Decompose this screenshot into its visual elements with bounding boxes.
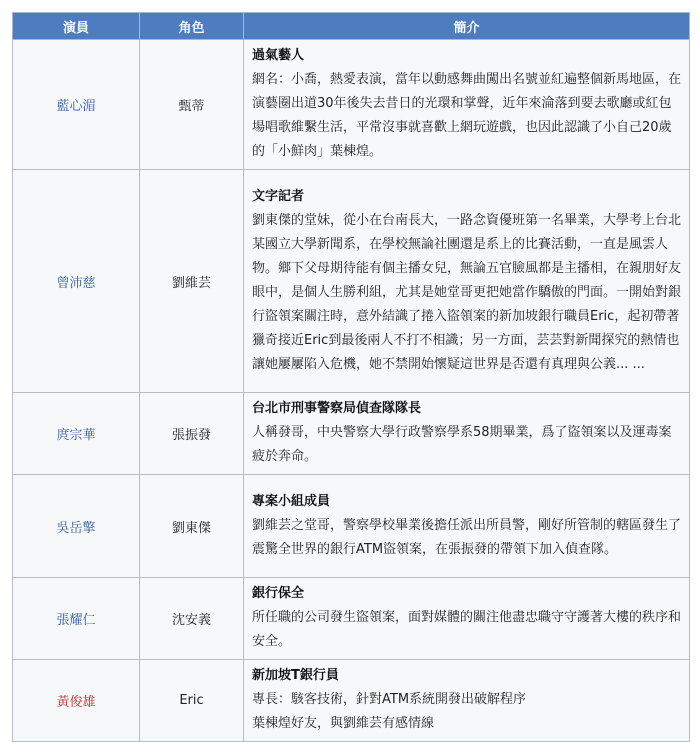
actor-link[interactable]: 黃俊雄 xyxy=(13,660,140,742)
bio-text: 人稱發哥，中央警察大學行政警察學系58期畢業，爲了盜領案以及運毒案疲於奔命。 xyxy=(252,425,672,464)
bio-title: 過氣藝人 xyxy=(252,48,305,63)
bio-cell xyxy=(244,170,690,393)
table-row xyxy=(13,170,690,393)
bio-title: 新加坡T銀行員 xyxy=(252,668,339,683)
bio-text: 網名：小喬，熱愛表演，當年以動感舞曲闖出名號並紅遍整個新馬地區，在演藝圈出道30年後失去昔日的光環和掌聲，近年來淪落到要去歌廳或紅包場唱歌維繫生活，平常沒事就喜歡上網玩遊戲，也因此認識了小自己20歲的「小鮮肉」葉棟煌。 xyxy=(252,72,682,159)
bio-title: 台北市刑事警察局偵查隊隊長 xyxy=(252,401,422,416)
header-role: 角色 xyxy=(140,13,244,40)
role-name: Eric xyxy=(140,660,244,742)
actor-link[interactable]: 曾沛慈 xyxy=(13,170,140,393)
bio-cell xyxy=(244,40,690,170)
bio-text: 專長：駭客技術，針對ATM系統開發出破解程序 葉棟煌好友，與劉維芸有感情線 xyxy=(252,692,527,731)
bio-cell xyxy=(244,578,690,660)
bio-title: 銀行保全 xyxy=(252,586,305,601)
bio-cell xyxy=(244,660,690,742)
header-bio: 簡介 xyxy=(244,13,690,40)
cast-table xyxy=(12,12,690,742)
bio-text: 劉維芸之堂哥，警察學校畢業後擔任派出所員警，剛好所管制的轄區發生了震驚全世界的銀行ATM盜領案，在張振發的帶領下加入偵查隊。 xyxy=(252,517,682,557)
table-row xyxy=(13,660,690,742)
table-row xyxy=(13,393,690,475)
actor-link[interactable]: 藍心湄 xyxy=(13,40,140,170)
table-row xyxy=(13,40,690,170)
bio-cell xyxy=(244,475,690,578)
actor-link[interactable]: 吳岳擎 xyxy=(13,475,140,578)
bio-text: 所任職的公司發生盜領案，面對媒體的關注他盡忠職守守護著大樓的秩序和安全。 xyxy=(252,610,682,649)
role-name: 劉維芸 xyxy=(140,170,244,393)
bio-title: 專案小組成員 xyxy=(252,493,331,509)
table-row xyxy=(13,578,690,660)
role-name: 沈安義 xyxy=(140,578,244,660)
bio-cell xyxy=(244,393,690,475)
table-row xyxy=(13,475,690,578)
role-name: 張振發 xyxy=(140,393,244,475)
actor-link[interactable]: 庹宗華 xyxy=(13,393,140,475)
bio-text: 劉東傑的堂妹，從小在台南長大，一路念資優班第一名畢業，大學考上台北某國立大學新聞系，在學校無論社團還是系上的比賽活動，一直是風雲人物。鄉下父母期待能有個主播女兒，無論五官臉風都是主播相，在親朋好友眼中，是個人生勝利組，尤其是她堂哥更把她當作驕傲的門面。一開始對銀行盜領案關注時，意外結識了捲入盜領案的新加坡銀行職員Eric，起初帶著獵奇接近Eric到最後兩人不打不相識；另一方面，芸芸對新聞探究的熱情也讓她屢屢陷入危機，她不禁開始懷疑這世界是否還有真理與公義... ... xyxy=(252,212,682,372)
role-name: 劉東傑 xyxy=(140,475,244,578)
role-name: 甄蒂 xyxy=(140,40,244,170)
bio-title: 文字記者 xyxy=(252,188,305,204)
header-row xyxy=(13,13,690,40)
header-actor: 演員 xyxy=(13,13,140,40)
actor-link[interactable]: 張耀仁 xyxy=(13,578,140,660)
